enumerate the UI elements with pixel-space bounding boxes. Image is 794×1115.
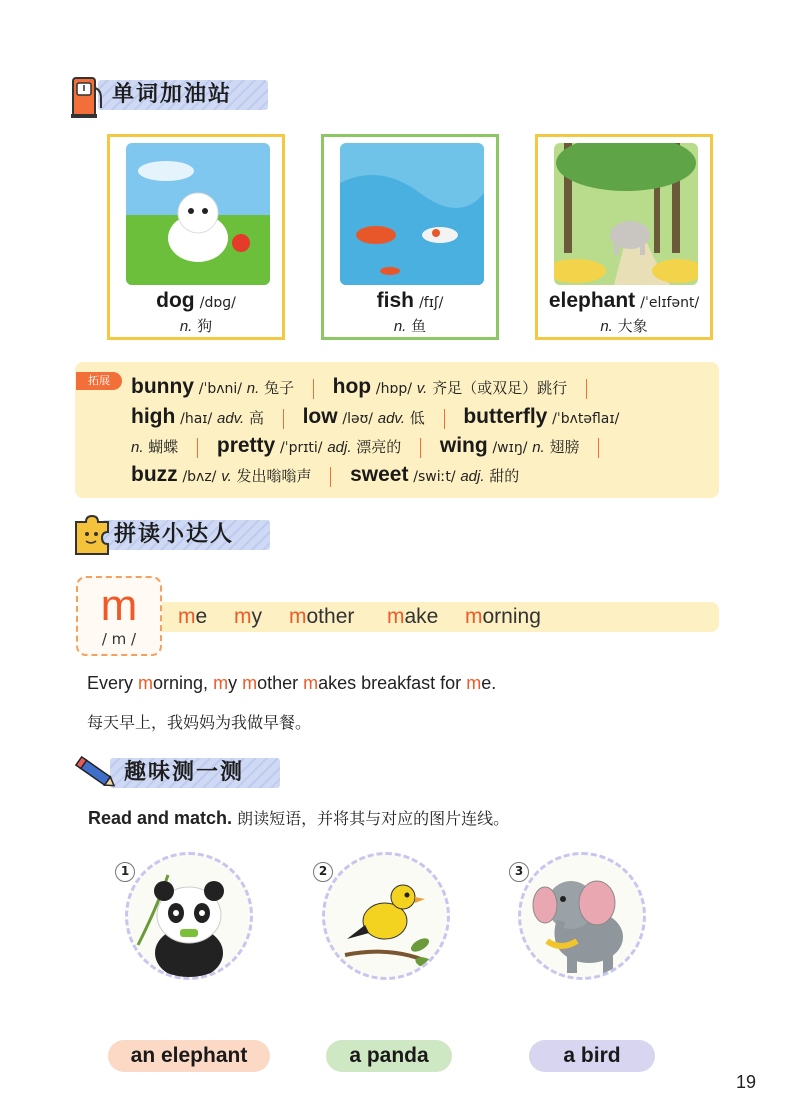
quiz-number-badge: 2 xyxy=(313,862,333,882)
card-meaning: 鱼 xyxy=(411,317,427,335)
ext-word: pretty xyxy=(216,434,276,457)
card-word: fish xyxy=(376,289,414,312)
ext-pos: v. xyxy=(416,380,428,397)
quiz-instruction xyxy=(88,806,509,829)
card-pos: n. xyxy=(600,318,613,335)
ext-meaning: 兔子 xyxy=(264,379,295,397)
quiz-title: 趣味测一测 xyxy=(124,760,245,785)
word-highlight: m xyxy=(234,605,252,628)
card-phonetic: /dɒɡ/ xyxy=(199,295,236,311)
ext-phonetic: /hɒp/ xyxy=(375,381,413,397)
vocab-card-dog xyxy=(107,134,285,340)
word-highlight: m xyxy=(465,605,483,628)
card-word: elephant xyxy=(548,289,636,312)
ext-meaning: 齐足（或双足）跳行 xyxy=(432,379,568,397)
vocab-title: 单词加油站 xyxy=(112,82,233,107)
card-meaning: 大象 xyxy=(617,317,648,335)
ext-word: high xyxy=(131,405,176,428)
ext-pos: n. xyxy=(131,439,144,456)
word-rest: orning xyxy=(482,605,541,628)
phonics-sentence xyxy=(87,673,496,694)
phonics-letter: m xyxy=(100,581,138,630)
divider xyxy=(283,409,284,429)
ext-phonetic: /ˈbʌni/ xyxy=(198,381,242,397)
divider xyxy=(330,467,331,487)
divider xyxy=(586,379,587,399)
extension-line-2 xyxy=(131,403,619,433)
ext-pos: adj. xyxy=(327,439,352,456)
divider xyxy=(197,438,198,458)
ext-meaning: 蝴蝶 xyxy=(148,438,179,456)
divider xyxy=(444,409,445,429)
card-pos: n. xyxy=(393,318,407,335)
instruction-chinese: 朗读短语，并将其与对应的图片连线。 xyxy=(237,809,510,828)
card-word: dog xyxy=(156,289,195,312)
ext-meaning: 漂亮的 xyxy=(356,438,402,456)
sentence-part: orning, xyxy=(153,673,214,693)
sentence-part: Every xyxy=(87,673,139,693)
phonics-word xyxy=(387,604,438,630)
dog-meaning-line xyxy=(110,315,282,336)
ext-pos: adv. xyxy=(216,410,245,427)
option-an-elephant[interactable]: an elephant xyxy=(108,1040,270,1072)
phonics-word xyxy=(289,604,354,630)
sentence-highlight: m xyxy=(213,673,229,693)
sentence-translation: 每天早上，我妈妈为我做早餐。 xyxy=(87,713,312,732)
sentence-part: y xyxy=(228,673,243,693)
word-highlight: m xyxy=(387,605,405,628)
sentence-highlight: m xyxy=(138,673,154,693)
ext-pos: n. xyxy=(532,439,545,456)
card-meaning: 狗 xyxy=(197,317,213,335)
fish-word-line xyxy=(324,289,496,313)
phonics-ipa: / m / xyxy=(101,630,137,648)
word-rest: other xyxy=(306,605,355,628)
card-phonetic: /ˈelɪfənt/ xyxy=(640,295,700,311)
divider xyxy=(313,379,314,399)
ext-word: low xyxy=(302,405,338,428)
card-phonetic: /fɪʃ/ xyxy=(419,295,444,311)
dog-word-line xyxy=(110,289,282,313)
extension-tag: 拓展 xyxy=(76,372,122,390)
extension-line-4 xyxy=(131,461,519,491)
fish-meaning-line xyxy=(324,315,496,336)
ext-pos: adv. xyxy=(377,410,405,427)
ext-word: butterfly xyxy=(463,405,548,428)
phonics-letter-box xyxy=(76,576,162,656)
sentence-part: akes breakfast for xyxy=(318,673,467,693)
ext-word: buzz xyxy=(131,463,178,486)
sentence-part: other xyxy=(257,673,304,693)
elephant-word-line xyxy=(538,289,710,313)
divider xyxy=(420,438,421,458)
word-rest: y xyxy=(251,605,262,628)
quiz-number-badge: 3 xyxy=(509,862,529,882)
ext-phonetic: /bʌz/ xyxy=(182,469,217,485)
word-rest: ake xyxy=(404,605,439,628)
page-number: 19 xyxy=(735,1072,756,1092)
sentence-highlight: m xyxy=(303,673,319,693)
card-pos: n. xyxy=(179,318,193,335)
quiz-picture-panda[interactable] xyxy=(125,852,253,980)
sentence-highlight: m xyxy=(466,673,482,693)
sentence-part: e. xyxy=(481,673,497,693)
sentence-highlight: m xyxy=(242,673,258,693)
ext-phonetic: /ləʊ/ xyxy=(342,411,373,427)
vocab-card-fish xyxy=(321,134,499,340)
ext-meaning: 发出嗡嗡声 xyxy=(236,467,312,485)
ext-word: wing xyxy=(439,434,488,457)
ext-phonetic: /ˈprɪti/ xyxy=(280,440,323,456)
extension-line-1 xyxy=(131,373,601,403)
ext-meaning: 甜的 xyxy=(489,467,520,485)
word-highlight: m xyxy=(178,605,196,628)
ext-phonetic: /swiːt/ xyxy=(413,469,456,485)
phonics-section-header xyxy=(72,514,277,554)
ext-pos: n. xyxy=(246,380,260,397)
phonics-title: 拼读小达人 xyxy=(114,522,235,547)
option-a-bird[interactable]: a bird xyxy=(529,1040,655,1072)
quiz-section-header xyxy=(74,752,284,792)
elephant-picture xyxy=(554,143,698,285)
ext-meaning: 低 xyxy=(409,409,425,427)
vocab-section-header xyxy=(70,74,275,114)
elephant-meaning-line xyxy=(538,315,710,336)
pencil-icon xyxy=(74,752,118,794)
word-rest: e xyxy=(195,605,208,628)
ext-word: sweet xyxy=(350,463,409,486)
ext-pos: v. xyxy=(221,468,232,485)
fuel-pump-icon xyxy=(70,74,104,120)
vocab-card-elephant xyxy=(535,134,713,340)
fish-picture xyxy=(340,143,484,285)
puzzle-icon xyxy=(72,514,112,556)
divider xyxy=(598,438,599,458)
ext-pos: adj. xyxy=(460,468,485,485)
ext-phonetic: /wɪŋ/ xyxy=(492,440,528,456)
quiz-picture-elephant[interactable] xyxy=(518,852,646,980)
phonics-word xyxy=(178,604,207,630)
quiz-number-badge: 1 xyxy=(115,862,135,882)
ext-word: hop xyxy=(332,375,372,398)
ext-phonetic: /ˈbʌtəflaɪ/ xyxy=(552,411,620,427)
extension-line-3 xyxy=(131,432,613,462)
option-a-panda[interactable]: a panda xyxy=(326,1040,452,1072)
dog-picture xyxy=(126,143,270,285)
word-highlight: m xyxy=(289,605,307,628)
ext-meaning: 高 xyxy=(249,409,265,427)
ext-phonetic: /haɪ/ xyxy=(180,411,213,427)
quiz-picture-bird[interactable] xyxy=(322,852,450,980)
phonics-word xyxy=(465,604,541,630)
ext-meaning: 翅膀 xyxy=(549,438,580,456)
ext-word: bunny xyxy=(131,375,194,398)
instruction-english: Read and match. xyxy=(88,808,233,828)
phonics-word xyxy=(234,604,262,630)
